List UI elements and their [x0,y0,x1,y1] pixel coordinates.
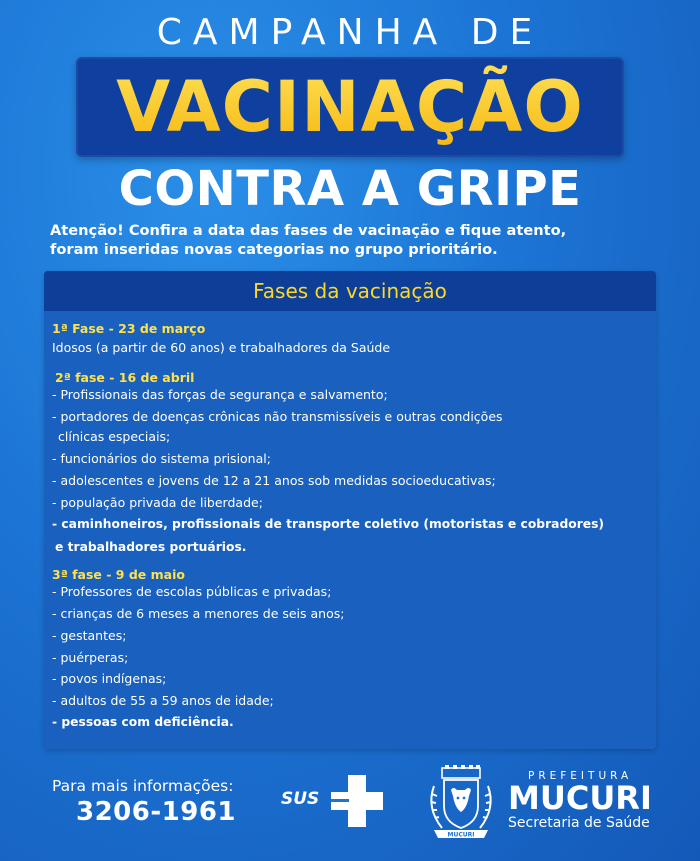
phase2-item: - Profissionais das forças de segurança e salvamento; [52,387,388,402]
info-phone: 3206-1961 [76,797,237,827]
phases-panel-title: Fases da vacinação [44,271,656,311]
sus-text: SUS [281,789,320,809]
sus-logo [281,773,387,829]
phase3-item: - gestantes; [52,628,127,643]
phase2-item: - adolescentes e jovens de 12 a 21 anos sob medidas socioeducativas; [52,473,496,488]
campaign-title-line3: CONTRA A GRIPE [118,161,582,217]
phase3-item-bold: - pessoas com deficiência. [52,715,234,729]
attention-line1: Atenção! Confira a data das fases de vacinação e fique atento, [50,222,567,239]
attention-line2: foram inseridas novas categorias no grupo prioritário. [50,241,498,258]
phase3-heading: 3ª fase - 9 de maio [52,567,185,582]
phase3-item: - Professores de escolas públicas e privadas; [52,584,332,599]
attention-notice [50,221,670,259]
phase3-item: - adultos de 55 a 59 anos de idade; [52,693,274,708]
phase2-item: clínicas especiais; [58,429,171,444]
phase2-item: - população privada de liberdade; [52,495,263,510]
phase3-item: - povos indígenas; [52,671,167,686]
city-name: MUCURI [508,779,652,817]
municipal-seal-icon [420,764,502,846]
phase3-item: - crianças de 6 meses a menores de seis anos; [52,606,345,621]
campaign-title-main: VACINAÇÃO [76,58,624,156]
info-label: Para mais informações: [52,777,234,795]
prefeitura-label: PREFEITURA [528,770,633,782]
phase3-item: - puérperas; [52,650,129,665]
phase2-item: - funcionários do sistema prisional; [52,451,271,466]
phase2-item-bold: e trabalhadores portuários. [55,540,247,554]
phase1-heading: 1ª Fase - 23 de março [52,321,206,336]
phase1-item: Idosos (a partir de 60 anos) e trabalhadores da Saúde [52,340,391,355]
campaign-title-line1: CAMPANHA DE [156,12,544,53]
department-name: Secretaria de Saúde [508,815,650,831]
phase2-heading: 2ª fase - 16 de abril [55,370,195,385]
seal-label: MUCURI [447,831,475,839]
phase2-item-bold: - caminhoneiros, profissionais de transporte coletivo (motoristas e cobradores) [52,517,605,531]
phase2-item: - portadores de doenças crônicas não transmissíveis e outras condições [52,409,503,424]
health-cross-icon [329,773,385,829]
